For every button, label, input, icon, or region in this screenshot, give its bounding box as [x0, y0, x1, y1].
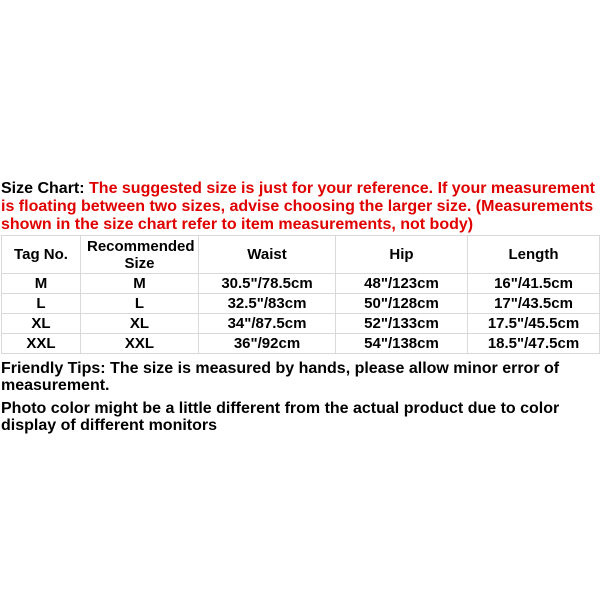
table-header-row	[2, 236, 600, 274]
cell-length: 16"/41.5cm	[468, 274, 600, 294]
header-hip: Hip	[336, 236, 468, 274]
header-tag-no: Tag No.	[2, 236, 81, 274]
cell-tag: L	[2, 294, 81, 314]
cell-tag: XXL	[2, 334, 81, 354]
header-recommended-size: Recommended Size	[81, 236, 199, 274]
cell-waist: 30.5"/78.5cm	[199, 274, 336, 294]
cell-tag: XL	[2, 314, 81, 334]
cell-recommended: XXL	[81, 334, 199, 354]
table-row	[2, 274, 600, 294]
cell-recommended: XL	[81, 314, 199, 334]
friendly-tips: Friendly Tips: The size is measured by hands, please allow minor error of measurement.	[1, 360, 560, 394]
cell-hip: 52"/133cm	[336, 314, 468, 334]
cell-recommended: L	[81, 294, 199, 314]
size-chart-note: The suggested size is just for your reference. If your measurement is floating between two sizes, advise choosing the larger size. (Measurements shown in the size chart refer to item measurements, not body)	[1, 180, 595, 233]
cell-length: 18.5"/47.5cm	[468, 334, 600, 354]
cell-recommended: M	[81, 274, 199, 294]
table-row	[2, 314, 600, 334]
cell-waist: 34"/87.5cm	[199, 314, 336, 334]
cell-length: 17"/43.5cm	[468, 294, 600, 314]
size-chart-intro	[0, 180, 600, 234]
cell-waist: 32.5"/83cm	[199, 294, 336, 314]
table-row	[2, 334, 600, 354]
header-waist: Waist	[199, 236, 336, 274]
cell-waist: 36"/92cm	[199, 334, 336, 354]
header-length: Length	[468, 236, 600, 274]
cell-hip: 48"/123cm	[336, 274, 468, 294]
cell-length: 17.5"/45.5cm	[468, 314, 600, 334]
cell-tag: M	[2, 274, 81, 294]
table-row	[2, 294, 600, 314]
cell-hip: 50"/128cm	[336, 294, 468, 314]
cell-hip: 54"/138cm	[336, 334, 468, 354]
size-chart-label: Size Chart:	[1, 180, 90, 197]
photo-color-note: Photo color might be a little different from the actual product due to color display of different monitors	[1, 400, 560, 434]
size-chart-section	[0, 180, 600, 434]
size-table	[1, 235, 600, 354]
